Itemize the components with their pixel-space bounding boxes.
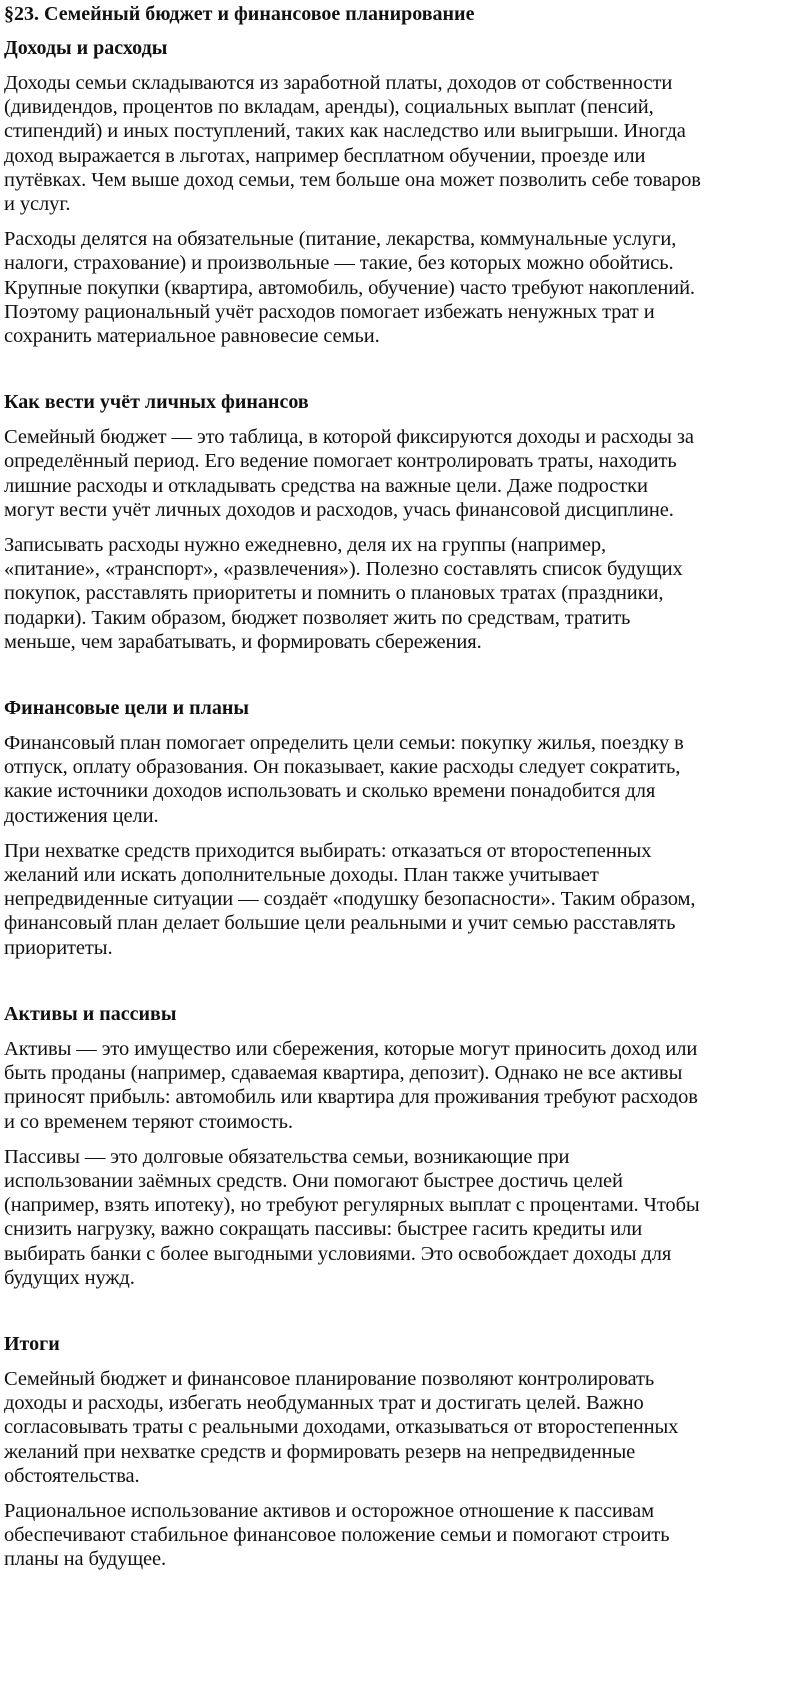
text-line: Расходы делятся на обязательные (питание, лекарства, коммунальные услуги, (4, 228, 677, 251)
paragraph (4, 533, 796, 654)
text-line: Рациональное использование активов и осторожное отношение к пассивам (4, 1499, 654, 1522)
paragraph (4, 71, 796, 216)
text-line: снизить нагрузку, важно сокращать пассивы: быстрее гасить кредиты или (4, 1218, 643, 1241)
paragraph (4, 839, 796, 960)
text-line: и со временем теряют стоимость. (4, 1110, 293, 1133)
text-line: подарки). Таким образом, бюджет позволяет жить по средствам, тратить (4, 606, 631, 629)
text-line: «питание», «транспорт», «развлечения»). Полезно составлять список будущих (4, 558, 683, 581)
text-line: будущих нужд. (4, 1266, 135, 1289)
text-line: обстоятельства. (4, 1464, 140, 1487)
section-heading: Активы и пассивы (4, 1002, 177, 1025)
text-line: Семейный бюджет и финансовое планирование позволяют контролировать (4, 1367, 655, 1390)
text-line: стипендий) и иных поступлений, таких как наследство или выигрыши. Иногда (4, 120, 686, 143)
text-line: желаний при нехватке средств и формировать резерв на непредвиденные (4, 1440, 636, 1463)
text-line: непредвиденные ситуации — создаёт «подушку безопасности». Таким образом, (4, 888, 696, 911)
section-heading: Итоги (4, 1332, 60, 1355)
text-line: налоги, страхование) и произвольные — такие, без которых можно обойтись. (4, 252, 674, 275)
section (4, 36, 796, 348)
section-heading: Как вести учёт личных финансов (4, 391, 309, 414)
text-line: лишние расходы и откладывать средства на важные цели. Даже подростки (4, 474, 648, 497)
text-line: При нехватке средств приходится выбирать: отказаться от второстепенных (4, 839, 652, 862)
text-line: могут вести учёт личных доходов и расходов, учась финансовой дисциплине. (4, 498, 674, 521)
text-line: Активы — это имущество или сбережения, которые могут приносить доход или (4, 1037, 698, 1060)
text-line: Финансовый план помогает определить цели семьи: покупку жилья, поездку в (4, 732, 684, 755)
text-line: согласовывать траты с реальными доходами, отказываться от второстепенных (4, 1416, 679, 1439)
text-line: финансовый план делает большие цели реальными и учит семью расставлять (4, 912, 676, 935)
paragraph (4, 731, 796, 828)
paragraph (4, 1145, 796, 1290)
text-line: доходы и расходы, избегать необдуманных трат и достигать целей. Важно (4, 1392, 644, 1415)
text-line: быть проданы (например, сдаваемая квартира, депозит). Однако не все активы (4, 1062, 683, 1085)
text-line: приносят прибыль: автомобиль или квартира для проживания требуют расходов (4, 1086, 698, 1109)
text-line: и услуг. (4, 193, 71, 216)
text-line: меньше, чем зарабатывать, и формировать сбережения. (4, 630, 482, 653)
text-line: выбирать банки с более выгодными условиями. Это освобождает доходы для (4, 1242, 672, 1265)
paragraph (4, 1367, 796, 1488)
text-line: определённый период. Его ведение помогает контролировать траты, находить (4, 450, 677, 473)
paragraph (4, 1037, 796, 1134)
text-line: доход выражается в льготах, например бесплатном обучении, проезде или (4, 144, 646, 167)
section-heading: Финансовые цели и планы (4, 697, 249, 720)
section (4, 1332, 796, 1572)
section (4, 390, 796, 654)
text-line: Записывать расходы нужно ежедневно, деля их на группы (например, (4, 534, 607, 557)
text-line: планы на будущее. (4, 1548, 167, 1571)
text-line: сохранить материальное равновесие семьи. (4, 325, 380, 348)
text-line: Крупные покупки (квартира, автомобиль, обучение) часто требуют накоплений. (4, 276, 695, 299)
text-line: приоритеты. (4, 936, 113, 959)
paragraph (4, 425, 796, 522)
text-line: отпуск, оплату образования. Он показывает, какие расходы следует сократить, (4, 756, 681, 779)
section (4, 1002, 796, 1290)
text-line: Поэтому рациональный учёт расходов помогает избежать ненужных трат и (4, 300, 655, 323)
text-line: обеспечивают стабильное финансовое положение семьи и помогают строить (4, 1524, 670, 1547)
text-line: (дивидендов, процентов по вкладам, аренды), социальных выплат (пенсий, (4, 96, 654, 119)
paragraph (4, 1499, 796, 1572)
text-line: использовании заёмных средств. Они помогают быстрее достичь целей (4, 1169, 623, 1192)
sections (4, 36, 796, 1572)
text-line: Пассивы — это долговые обязательства семьи, возникающие при (4, 1145, 570, 1168)
text-line: достижения цели. (4, 804, 159, 827)
text-line: Доходы семьи складываются из заработной платы, доходов от собственности (4, 72, 673, 94)
text-line: покупок, расставлять приоритеты и помнить о плановых тратах (праздники, (4, 582, 664, 605)
page-title: §23. Семейный бюджет и финансовое планирование (4, 3, 475, 25)
text-line: Семейный бюджет — это таблица, в которой фиксируются доходы и расходы за (4, 426, 694, 449)
text-line: какие источники доходов использовать и сколько времени понадобится для (4, 780, 656, 803)
section (4, 696, 796, 960)
section-heading: Доходы и расходы (4, 37, 168, 59)
text-line: (например, взять ипотеку), но требуют регулярных выплат с процентами. Чтобы (4, 1194, 700, 1217)
paragraph (4, 227, 796, 348)
text-line: путёвках. Чем выше доход семьи, тем больше она может позволить себе товаров (4, 168, 701, 191)
text-line: желаний или искать дополнительные доходы. План также учитывает (4, 864, 599, 887)
